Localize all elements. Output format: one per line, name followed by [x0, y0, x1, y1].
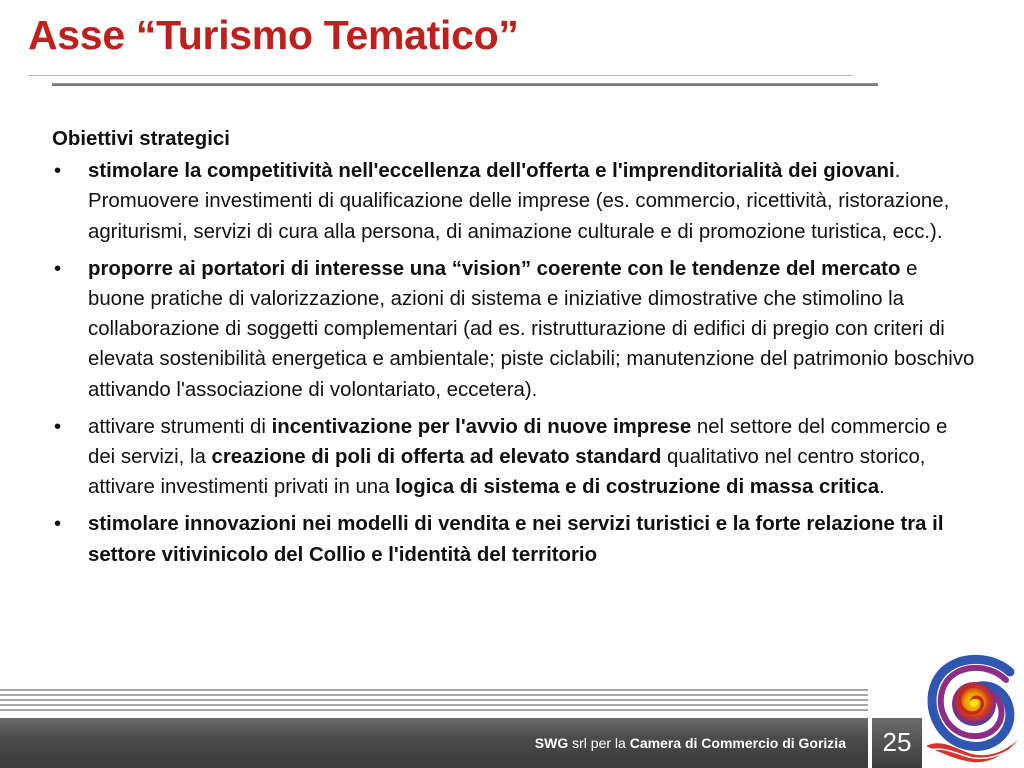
bullet-3-text-1: attivare strumenti di	[88, 415, 272, 438]
slide-title: Asse “Turismo Tematico”	[28, 12, 519, 58]
bullet-item-4	[52, 509, 977, 569]
page-number-box	[872, 718, 922, 768]
slide-body	[52, 124, 977, 577]
footer-credit	[535, 735, 846, 751]
bullet-2-bold: proporre ai portatori di interesse una “vision” coerente con le tendenze del mercato	[88, 257, 901, 280]
footer-stripes	[0, 689, 868, 713]
bullet-list	[52, 156, 977, 570]
footer-org: Camera di Commercio di Gorizia	[629, 735, 846, 751]
footer-middle: srl per la	[568, 735, 630, 751]
bullet-3-bold-3: logica di sistema e di costruzione di massa critica	[395, 476, 880, 499]
bullet-marker: •	[54, 160, 62, 183]
bullet-3-text-3: qualitativo nel centro storico, attivare investimenti privati in una	[88, 446, 926, 499]
spiral-swirl-logo-icon	[918, 650, 1024, 768]
bullet-3-bold-2: creazione di poli di offerta ad elevato standard	[211, 446, 662, 469]
bullet-marker: •	[54, 513, 62, 536]
bullet-item-3	[52, 412, 977, 503]
section-heading: Obiettivi strategici	[52, 128, 230, 150]
bullet-marker: •	[54, 257, 62, 280]
bullet-3-text-2: nel settore del commercio e dei servizi, la	[88, 415, 948, 469]
bullet-3-text-4: .	[879, 476, 885, 499]
bullet-marker: •	[54, 415, 62, 438]
title-divider-thin	[28, 75, 853, 76]
bullet-3-bold-1: incentivazione per l'avvio di nuove imprese	[271, 415, 692, 438]
footer-brand: SWG	[534, 735, 569, 751]
footer-bar	[0, 718, 868, 768]
bullet-2-text: e buone pratiche di valorizzazione, azioni di sistema e iniziative dimostrative che stimolino la collaborazione di soggetti complementari (ad es. ristrutturazione di edifici di pregio con criteri di elevata sostenibilità energetica e ambientale; piste ciclabili; manutenzione del patrimonio boschivo attivando l'associazione di volontariato, eccetera).	[88, 257, 975, 401]
title-divider-thick	[52, 83, 878, 86]
bullet-1-bold: stimolare la competitività nell'eccellenza dell'offerta e l'imprenditorialità dei giovani	[88, 160, 895, 183]
bullet-item-1	[52, 156, 977, 247]
page-number: 25	[882, 727, 912, 757]
bullet-1-text: . Promuovere investimenti di qualificazione delle imprese (es. commercio, ricettività, ristorazione, agriturismi, servizi di cura alla persona, di animazione culturale e di promozione turistica, ecc.).	[88, 160, 950, 243]
bullet-item-2	[52, 254, 977, 405]
bullet-4-bold: stimolare innovazioni nei modelli di vendita e nei servizi turistici e la forte relazione tra il settore vitivinicolo del Collio e l'identità del territorio	[88, 513, 944, 566]
